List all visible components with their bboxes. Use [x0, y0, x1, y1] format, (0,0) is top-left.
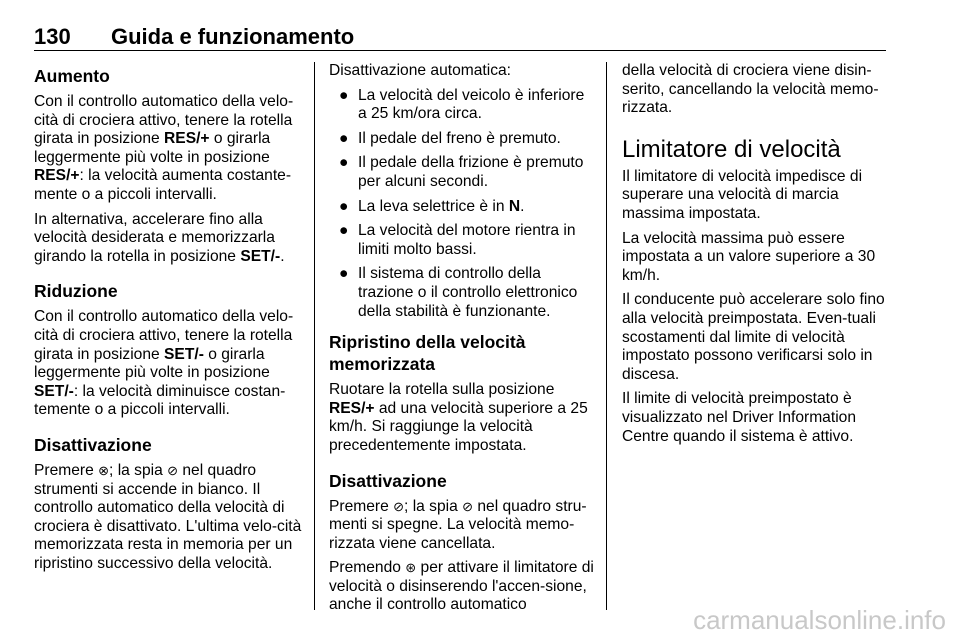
text: : la velocità aumenta costante-mente o a piccoli intervalli.: [34, 167, 292, 203]
paragraph-aumento-1: [34, 93, 302, 205]
text: o girarla leggermente più volte in posizione: [34, 345, 270, 382]
speed-limiter-icon: ⊛: [405, 560, 417, 576]
header-rule: [34, 50, 886, 51]
column-1: [34, 62, 302, 579]
paragraph-disattivazione-2: [329, 498, 595, 554]
page-number: 130: [34, 24, 71, 49]
text: nel quadro strumenti si accende in bianco. Il controllo automatico della velocità di crociera è disattivato. L'ultima velo-cità memorizzata resta in memoria per un ripristino successivo della velocità.: [34, 461, 302, 572]
text: Il sistema di controllo della trazione o il controllo elettronico della stabilità è funzionante.: [358, 265, 578, 320]
bold-term: SET/-: [164, 345, 204, 363]
text: nel quadro stru-menti si spegne. La velocità memo-rizzata viene cancellata.: [329, 497, 587, 552]
watermark: carmanualsonline.info: [693, 605, 946, 635]
list-item: [329, 198, 595, 217]
text: La leva selettrice è in: [358, 197, 509, 215]
paragraph-riduzione-1: [34, 308, 302, 420]
text: .: [280, 247, 285, 265]
text: Ruotare la rotella sulla posizione: [329, 381, 555, 399]
paragraph-limitatore-4: Il limite di velocità preimpostato è visualizzato nel Driver Information Centre quando il sistema è attivo.: [622, 390, 856, 445]
heading-disattivazione-2: Disattivazione: [329, 470, 447, 491]
text: per attivare il limitatore di velocità o disinserendo l'accen-sione, anche il controllo automatico: [329, 559, 594, 614]
heading-riduzione: Riduzione: [34, 281, 118, 302]
heading-ripristino: Ripristino della velocità memorizzata: [329, 332, 526, 375]
bold-term: RES/+: [34, 167, 80, 185]
cruise-control-icon: ⊘: [167, 462, 179, 478]
cruise-control-icon: ⊘: [462, 498, 474, 514]
bold-term: N: [508, 197, 521, 215]
text: ; la spia: [109, 461, 168, 479]
list-item: [329, 154, 595, 191]
bullet: ●: [339, 222, 349, 240]
bold-term: SET/-: [34, 382, 74, 400]
list-item: [329, 87, 595, 124]
bold-term: SET/-: [240, 247, 281, 265]
paragraph-limitatore-1: Il limitatore di velocità impedisce di superare una velocità di marcia massima impostata.: [622, 167, 863, 222]
text: La velocità del veicolo è inferiore a 25 km/ora circa.: [358, 86, 585, 123]
text: Premere: [329, 497, 394, 515]
bullet: ●: [339, 265, 349, 283]
text: Premere: [34, 461, 99, 479]
text: In alternativa, accelerare fino alla velocità desiderata e memorizzarla girando la rotella in posizione: [34, 210, 275, 265]
cruise-control-icon: ⊘: [393, 498, 405, 514]
list-item: [329, 130, 595, 149]
paragraph-aumento-2: [34, 211, 302, 267]
auto-deactivation-intro: Disattivazione automatica:: [329, 62, 512, 79]
text: Con il controllo automatico della velo-cità di crociera attivo, tenere la rotella girata in posizione: [34, 308, 294, 363]
section-title: Guida e funzionamento: [111, 24, 355, 49]
text: ad una velocità superiore a 25 km/h. Si raggiunge la velocità precedentemente impostata.: [329, 399, 588, 454]
text: La velocità del motore rientra in limiti molto bassi.: [358, 222, 576, 258]
auto-deactivation-list: [329, 87, 595, 322]
paragraph-disattivazione-3: [329, 559, 595, 615]
cruise-cancel-icon: ⊗: [98, 462, 110, 478]
text: Il pedale del freno è premuto.: [358, 129, 561, 147]
bullet: ●: [339, 197, 349, 215]
heading-disattivazione-1: Disattivazione: [34, 434, 152, 455]
column-2: [329, 62, 595, 621]
column-divider-1: [314, 62, 315, 610]
heading-aumento: Aumento: [34, 66, 110, 86]
paragraph-continued: della velocità di crociera viene disin-serito, cancellando la velocità memo-rizzata.: [622, 62, 879, 117]
text: ; la spia: [404, 497, 463, 515]
paragraph-disattivazione-1: [34, 462, 302, 574]
text: Con il controllo automatico della velo-cità di crociera attivo, tenere la rotella girata in posizione: [34, 93, 294, 148]
heading-limitatore: Limitatore di velocità: [622, 135, 841, 163]
paragraph-limitatore-3: Il conducente può accelerare solo fino alla velocità preimpostata. Even-tuali scostamenti dal limite di velocità impostato possono verificarsi solo in discesa.: [622, 291, 885, 383]
text: Il pedale della frizione è premuto per alcuni secondi.: [358, 154, 584, 190]
column-divider-2: [606, 62, 607, 610]
bullet: ●: [339, 86, 349, 104]
text: Premendo: [329, 559, 406, 577]
paragraph-ripristino-1: [329, 381, 595, 455]
text: o girarla leggermente più volte in posizione: [34, 130, 271, 166]
list-item: [329, 265, 595, 321]
paragraph-limitatore-2: La velocità massima può essere impostata a un valore superiore a 30 km/h.: [622, 229, 876, 284]
text: .: [520, 197, 525, 215]
bold-term: RES/+: [329, 399, 375, 417]
text: : la velocità diminuisce costan-temente o a piccoli intervalli.: [34, 382, 286, 419]
bold-term: RES/+: [164, 130, 210, 148]
bullet: ●: [339, 154, 349, 172]
list-item: [329, 222, 595, 259]
column-3: [622, 62, 888, 452]
bullet: ●: [339, 129, 349, 147]
page-header: [34, 24, 886, 50]
